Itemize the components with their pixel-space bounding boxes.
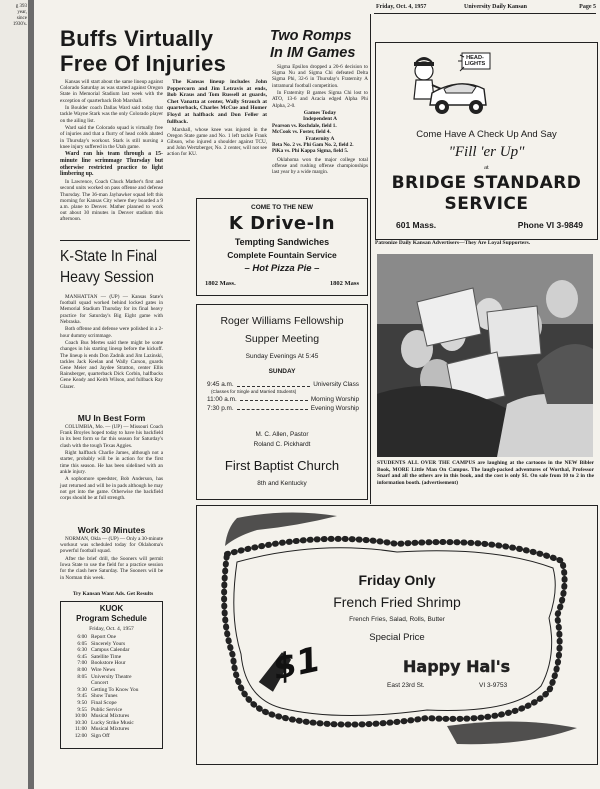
program-title: Lucky Strike Music: [91, 719, 134, 726]
program-title: Sign Off: [91, 732, 110, 739]
first-baptist-church-ad: Roger Williams Fellowship Supper Meeting Sunday Evenings At 5:45 SUNDAY 9:45 a.m. University Class (Classes for Single and Married Students) 11:00 a.m. Morning Worship 7:30 p.m. Evening Worship M. C. Allen, Pastor Roland C. Pickhardt First Baptist Church 8th and Kentucky: [196, 304, 368, 500]
program-time: 6:30: [77, 647, 87, 654]
kuok-program-row: [65, 654, 140, 661]
program-title: Satellite Time: [91, 653, 122, 660]
fragment-line: g 393: [15, 4, 27, 9]
buffs-story-col1: Kansas will start about the same lineup against Colorado Saturday as was started against Oregon State in Memorial Stadium last week with the exception of quarterback Bob Marshall. In Boulder coach Dallas Ward said today that tackle Wayne Stark was the only Colorado player on the ailing list. Ward said the Colorado squad is virtually free of injuries and that a flurry of head colds abated in Thursday's workout. Stark is still nursing a knee injury suffered in the Utah game. Ward ran his team through a 15-minute line scrimmage Thursday but otherwise restricted practice to light limbering up. In Lawrence, Coach Chuck Mather's first and second units worked on pass offense and defense Thursday. The 36-man Jayhawker squad left this morning for Kansas City where they boarded a 9 a.m. plane to Denver. Mather planned to work out about 30 minutes in Denver stadium this afternoon.: [60, 79, 163, 223]
church-service-times: 9:45 a.m. University Class (Classes for Single and Married Students) 11:00 a.m. Morning Worship 7:30 p.m. Evening Worship: [207, 381, 359, 412]
program-time: 10:30: [74, 719, 87, 726]
kuok-program-row: [65, 660, 140, 667]
program-title: Public Service: [91, 706, 123, 713]
kuok-program-row: [65, 674, 140, 681]
program-time: 6:05: [77, 640, 87, 647]
masthead-page: Page 5: [579, 4, 596, 10]
buffs-headline: Buffs Virtually Free Of Injuries: [60, 26, 227, 76]
kuok-program-row: [65, 647, 140, 654]
k-drive-in-ad: COME TO THE NEW K Drive-In Tempting Sandwiches Complete Fountain Service – Hot Pizza Pie – 1802 Mass. 1802 Mass: [196, 198, 368, 296]
kuok-program-row: [65, 700, 140, 707]
kuok-schedule: KUOK Program Schedule Friday, Oct. 4, 1957 6:00 Report One 6:05 Sincerely Yours 6:30 Campus Calendar 6:45 Satellite Time 7:00 Bookstore Hour 8:00 Wire News 8:05 University Theatre Concert 9:30 Getting To Know You 9:45 Show Tunes 9:50 Final Scope 9:55 Public Service 10:00 Musical Mixtures 10:30 Lucky Strike Music 11:00 Musical Mixtures 12:00 Sign Off: [60, 601, 163, 749]
kuok-program-row: [65, 667, 140, 674]
fill-er-up-slogan: "Fill 'er Up": [448, 144, 525, 160]
program-time: 9:50: [77, 699, 87, 706]
kuok-program-row: [65, 693, 140, 700]
students-laughing-photo: [377, 254, 593, 457]
kuok-program-row: [65, 720, 140, 727]
patronize-line: Patronize Daily Kansan Advertisers—They Are Loyal Supporters.: [375, 240, 531, 246]
masthead-date: Friday, Oct. 4, 1957: [376, 4, 427, 10]
price-dollar-one: $1: [269, 639, 324, 689]
program-title: University Theatre: [91, 673, 132, 680]
kuok-program-row: [65, 713, 140, 720]
k-drive-in-name: K Drive-In: [228, 213, 336, 234]
kstate-story: MANHATTAN — (UP) — Kansas State's football squad worked behind locked gates in Memorial Stadium Thursday for its final heavy practice for Saturday's Big Eight game with Nebraska. Both offense and defense were polished in a 2-hour dummy scrimmage. Coach Bus Mertes said there might be some changes in his starting lineup before the kickoff. The lineup is ends Don Zadnik and Jim Lazinski, tackles Jack Keelan and Wally Carson, guards Gene Meier and Jaydee Stratton, center Ellis Rainsberger, quarterback Dick Corbin, halfbacks Gene Keady and Keith Wilson, and fullback Ray Glazer.: [60, 294, 163, 390]
masthead: [376, 4, 596, 10]
friday-only-label: Friday Only: [358, 572, 436, 588]
program-time: 7:00: [77, 660, 87, 667]
program-time: 9:30: [77, 686, 87, 693]
program-time: 11:00: [74, 726, 87, 733]
photo-image: [377, 254, 593, 457]
program-title: Wire News: [91, 666, 116, 673]
kuok-program-row: [65, 641, 140, 648]
work-story: NORMAN, Okla — (UP) — Only a 30-minute workout was scheduled today for Oklahoma's powerful football squad. After the brief drill, the Sooners will permit Iowa State to use the field for a practice session for the clash here Saturday. The Sooners will be in Norman this week.: [60, 536, 163, 581]
fragment-line: 1930's.: [12, 22, 27, 27]
happy-hals-name: Happy Hal's: [403, 657, 511, 676]
kuok-program-list: [65, 634, 140, 740]
program-title: Show Tunes: [91, 693, 118, 700]
program-title: Getting To Know You: [91, 686, 139, 693]
kstate-headline: K-State In Final Heavy Session: [60, 248, 158, 286]
kuok-program-row: [65, 680, 140, 687]
program-title: Sincerely Yours: [91, 640, 126, 647]
work-headline: Work 30 Minutes: [77, 525, 146, 535]
program-title: Final Scope: [91, 699, 117, 706]
fragment-line: since: [16, 16, 27, 21]
headlights-sign: HEAD-LIGHTS: [464, 55, 486, 68]
masthead-paper: University Daily Kansan: [464, 4, 528, 10]
kuok-program-row: [65, 634, 140, 641]
program-time: 8:05: [77, 673, 87, 680]
program-title: Musical Mixtures: [91, 726, 130, 733]
mu-headline: MU In Best Form: [77, 413, 146, 423]
kuok-program-row: [65, 707, 140, 714]
program-time: 12:00: [74, 732, 87, 739]
program-time: 6:45: [77, 653, 87, 660]
happy-hals-ad: Friday Only French Fried Shrimp French Fries, Salad, Rolls, Butter Special Price $1 Happy Hal's East 23rd St. VI 3-9753: [196, 505, 598, 765]
church-name: First Baptist Church: [224, 458, 340, 473]
program-title: Concert: [91, 680, 109, 687]
bridge-standard-name: BRIDGE STANDARD: [391, 173, 582, 193]
kuok-program-row: [65, 733, 140, 740]
mu-story: COLUMBIA, Mo. — (UP) — Missouri Coach Frank Broyles hoped today to have his backfield in its best form so far this season for Saturday's clash with the tough Texas Aggies. Right halfback Charlie James, although not a starter, probably will be in action for the first time this season. He has been sidelined with an ankle injury. A sophomore speedster, Bob Anderson, has just returned and will be in pads although he may not get into the game. Otherwise the backfield corps should be at full strength.: [60, 424, 163, 502]
program-title: Musical Mixtures: [91, 713, 130, 720]
program-title: Bookstore Hour: [91, 660, 126, 667]
kuok-program-row: [65, 687, 140, 694]
newspaper-page: [34, 0, 600, 789]
adjacent-page-strip: [0, 0, 28, 789]
kuok-program-row: [65, 726, 140, 733]
bridge-standard-ad: HEAD-LIGHTS Come Have A Check Up And Say "Fill 'er Up" at BRIDGE STANDARD SERVICE 601 Mass. Phone VI 3-9849: [375, 42, 598, 240]
program-time: 9:55: [77, 706, 87, 713]
want-ads-line: Try Kansan Want Ads. Get Results: [72, 591, 154, 597]
romps-headline: Two Romps In IM Games: [270, 28, 356, 61]
program-time: 10:00: [74, 713, 87, 720]
program-time: 8:00: [77, 666, 87, 673]
program-time: 6:00: [77, 634, 87, 640]
adjacent-page-fragment: [1, 4, 27, 28]
photo-caption: STUDENTS ALL OVER THE CAMPUS are laughing at the cartoons in the NEW Bibler Book, MORE Little Man On Campus. The laugh-packed adventures of Worthal, Professor Snarf and all the others are in this book, and the cost is only $1. On sale from 10 to 2 in the information booth. (advertisement): [377, 460, 594, 486]
program-time: 9:45: [77, 693, 87, 700]
program-title: Campus Calendar: [91, 647, 130, 654]
romps-story: Sigma Epsilon dropped a 20-6 decision to Sigma Nu and Sigma Chi defeated Delta Sigma Phi, 32-6 in Thursday's Fraternity A intramural football competition. In Fraternity B games Sigma Chi lost to ATO, 13-6 and Acacia edged Alpha Phi Alpha, 2-0. Games Today Independent A Pearson vs. Rochdale, field 1. McCook vs. Foster, field 4. Fraternity A Beta No. 2 vs. Phi Gam No. 2, field 2. PiKa vs. Phi Kappa Sigma, field 5. Oklahoma won the major college total offense and rushing offense championships last year by a wide margin.: [272, 64, 368, 176]
program-title: Report One: [91, 634, 117, 640]
buffs-story-col2: The Kansas lineup includes John Peppercorn and Jim Letravis at ends, Bob Kraus and Tom Russell at guards, Chet Vanatta at center, Wally Strauch at quarterback, Charles McCue and Homer Floyd at halfback and Don Feller at fullback. Marshall, whose knee was injured in the Oregon State game and No. 1 left tackle Frank Gibson, who injured a shoulder against TCU, and John Wertzberger, No. 2 center, will not see action for KU.: [167, 79, 267, 158]
fragment-line: year,: [17, 10, 27, 15]
program-time: [65, 680, 91, 687]
french-fried-shrimp: French Fried Shrimp: [333, 594, 461, 610]
